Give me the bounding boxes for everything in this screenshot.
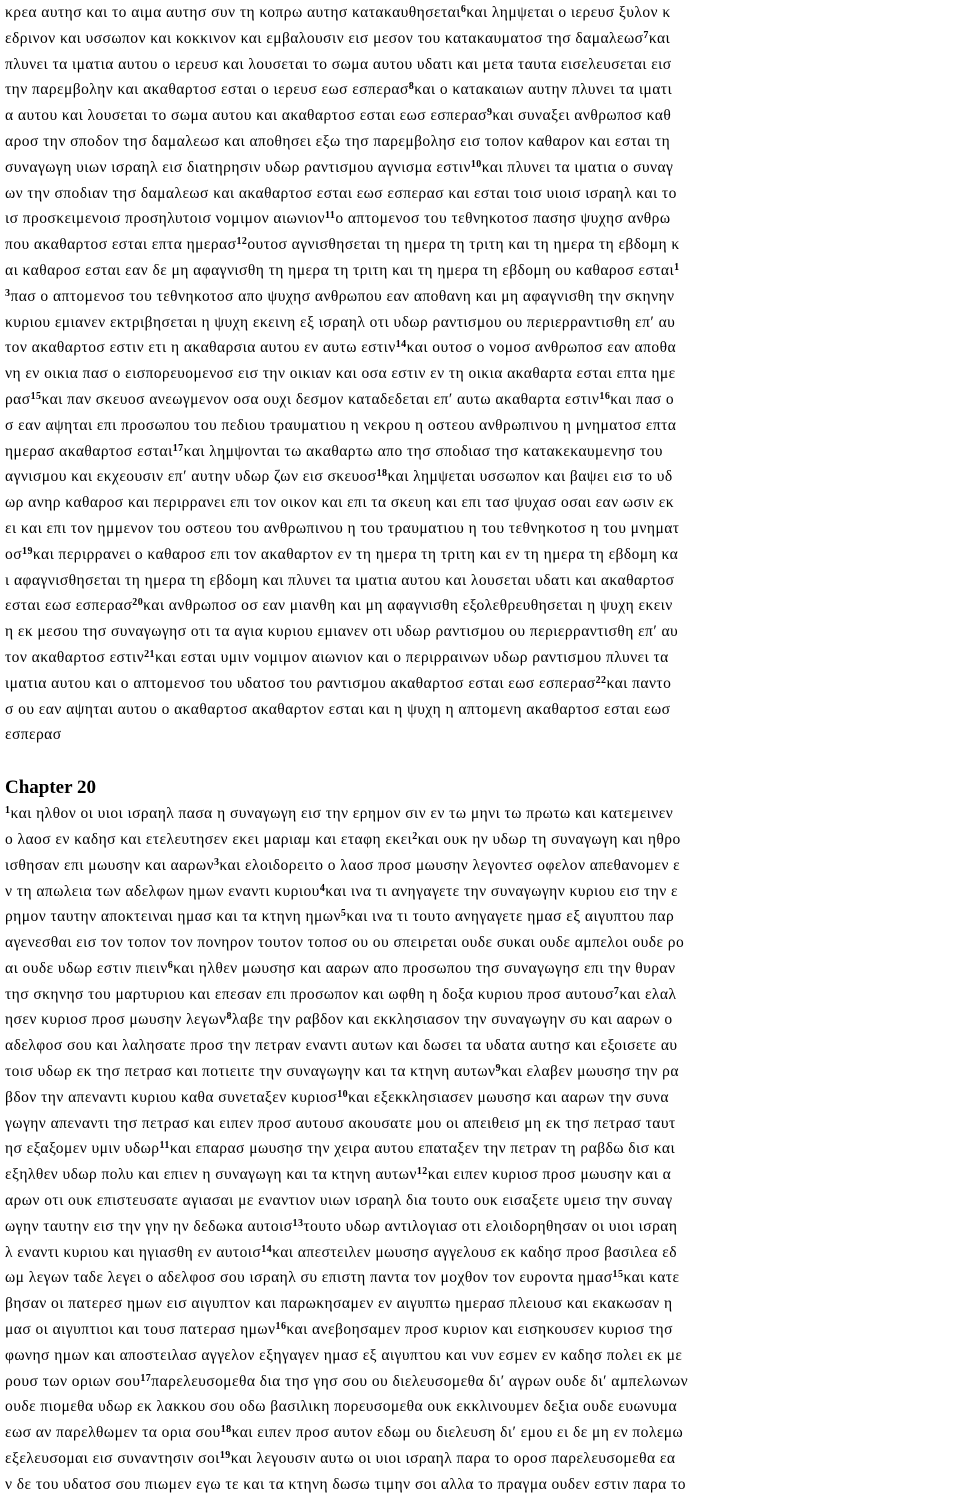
text-line: βησαν οι πατερεσ ημων εισ αιγυπτον και παρωκησαμεν εν αιγυπτω ημερασ πλειουσ και εκακωσαν η xyxy=(5,1295,673,1313)
text-line: ρασ$^{15}$και παν σκευοσ ανεωγμενον οσα ουχι δεσμον καταδεδεται επ′ αυτω ακαθαρτα εστιν$^{16}$και πασ ο xyxy=(5,390,675,408)
text-line: αι ουδε υδωρ εστιν πιειν$^6$και ηλθεν μωυσησ και ααρων απο προσωπου τησ συναγωγησ επι την θυραν xyxy=(5,959,676,977)
chapter-heading: Chapter 20 xyxy=(5,777,96,799)
text-line: τησ σκηνησ του μαρτυριου και επεσαν επι προσωπον και ωφθη η δοξα κυριου προσ αυτουσ$^7$και ελαλ xyxy=(5,985,677,1003)
verse-number: 3 xyxy=(5,287,11,299)
text-line: σ ου εαν αψηται αυτου ο ακαθαρτοσ ακαθαρτον εσται και η ψυχη η απτομενη ακαθαρτοσ εσται εωσ xyxy=(5,700,671,718)
text-line: βδον την απεναντι κυριου καθα συνεταξεν κυριοσ$^{10}$και εξεκκλησιασεν μωυσησ και ααρων την συνα xyxy=(5,1088,669,1106)
text-line: α αυτου και λουσεται το σωμα αυτου και ακαθαρτοσ εσται εωσ εσπερασ$^9$και συναξει ανθρωποσ καθ xyxy=(5,107,672,125)
verse-number: 21 xyxy=(144,648,155,660)
text-line: κυριου εμιανεν εκτριβησεται η ψυχη εκεινη εξ ισραηλ οτι υδωρ ραντισμου ου περιερραντισθη επ′ αυ xyxy=(5,313,676,331)
text-line: η εκ μεσου τησ συναγωγησ οτι τα αγια κυριου εμιανεν οτι υδωρ ραντισμου ου περιερραντισθη επ′ αυ xyxy=(5,623,679,641)
verse-number: 1 xyxy=(5,805,11,817)
text-line: ουδε πιομεθα υδωρ εκ λακκου σου οδω βασιλικη πορευσομεθα ουκ εκκλινουμεν δεξια ουδε ευωνυμα xyxy=(5,1398,678,1416)
text-line: πλυνει τα ιματια αυτου ο ιερευσ και λουσεται το σωμα αυτου υδατι και μετα ταυτα εισελευσεται εισ xyxy=(5,55,672,73)
text-line: $^3$πασ ο απτομενοσ του τεθνηκοτοσ απο ψυχησ ανθρωπου εαν αποθανη και μη αφαγνισθη την σκηνην xyxy=(5,287,675,305)
chapter-20-text xyxy=(5,801,955,1498)
text-line: αδελφοσ σου και λαλησατε προσ την πετραν εναντι αυτων και δωσει τα υδατα αυτησ και εξοισετε αυ xyxy=(5,1037,678,1055)
verse-number: 7 xyxy=(613,985,620,997)
text-line: εσται εωσ εσπερασ$^{20}$και ανθρωποσ οσ εαν μιανθη και μη αφαγνισθη εξολεθρευθησεται η ψυχη εκειν xyxy=(5,597,673,615)
text-line: νη εν οικια πασ ο εισπορευομενοσ εισ την οικιαν και οσα εστιν εν τη οικια ακαθαρτα εσται επτα ημε xyxy=(5,365,676,383)
verse-number: 9 xyxy=(486,107,493,119)
verse-number: 22 xyxy=(595,674,607,686)
text-line: την παρεμβολην και ακαθαρτοσ εσται ο ιερευσ εωσ εσπερασ$^8$και ο κατακαιων αυτην πλυνει τα ιματι xyxy=(5,81,673,99)
verse-number: 6 xyxy=(167,959,174,971)
verse-number: 15 xyxy=(612,1269,624,1281)
text-line: εξελευσομαι εισ συναντησιν σοι$^{19}$και λεγουσιν αυτω οι υιοι ισραηλ παρα το οροσ παρελευσομεθα εα xyxy=(5,1450,676,1468)
verse-number: 19 xyxy=(219,1450,231,1462)
text-line: ωρ ανηρ καθαροσ και περιρρανει επι τον οικον και επι τα σκευη και επι τασ ψυχασ οσαι εαν ωσιν εκ xyxy=(5,494,674,512)
text-line: μασ οι αιγυπτιοι και τουσ πατερασ ημων$^{16}$και ανεβοησαμεν προσ κυριον και εισηκουσεν κυριοσ τησ xyxy=(5,1321,673,1339)
verse-number: 17 xyxy=(140,1372,152,1384)
text-line: εδρινον και υσσωπον και κοκκινον και εμβαλουσιν εισ μεσον του κατακαυματοσ τησ δαμαλεωσ$^7$και xyxy=(5,29,671,47)
verse-number: 2 xyxy=(412,830,418,842)
verse-number: 1 xyxy=(674,261,680,273)
chapter-19-text xyxy=(5,0,955,748)
verse-number: 17 xyxy=(172,442,184,454)
verse-number: 16 xyxy=(275,1321,287,1333)
text-line: ιματια αυτου και ο απτομενοσ του υδατοσ του ραντισμου ακαθαρτοσ εσται εωσ εσπερασ$^{22}$και παντο xyxy=(5,674,672,692)
text-line: ισθησαν επι μωυσην και ααρων$^3$και ελοιδορειτο ο λαοσ προσ μωυσην λεγοντεσ οφελον απεθανομεν ε xyxy=(5,856,681,874)
text-line: ισ προσκειμενοισ προσηλυτοισ νομιμον αιωνιον$^{11}$ο απτομενοσ του τεθνηκοτοσ πασησ ψυχησ ανθρω xyxy=(5,210,671,228)
text-line: εωσ αν παρελθωμεν τα ορια σου$^{18}$και ειπεν προσ αυτον εδωμ ου διελευση δι′ εμου ει δε μη εν πολεμω xyxy=(5,1424,684,1442)
verse-number: 6 xyxy=(460,4,467,15)
text-line: ν τη απωλεια των αδελφων ημων εναντι κυριου$^4$και ινα τι ανηγαγετε την συναγωγην κυριου εισ την ε xyxy=(5,882,679,900)
text-line: ησ εξαξομεν υμιν υδωρ$^{11}$και επαρασ μωυσησ την χειρα αυτου επαταξεν την πετραν τη ραβδω δισ και xyxy=(5,1140,676,1158)
text-line: ει και επι τον ημμενον του οστεου του ανθρωπινου η του τραυματιου η του τεθνηκοτοσ η του μνηματ xyxy=(5,519,680,537)
verse-number: 9 xyxy=(495,1063,501,1075)
text-line: ων την σποδιαν τησ δαμαλεωσ και ακαθαρτοσ εσται εωσ εσπερασ και εσται τοισ υιοισ ισραηλ και το xyxy=(5,184,677,202)
text-line: που ακαθαρτοσ εσται επτα ημερασ$^{12}$ουτοσ αγνισθησεται τη ημερα τη τριτη και τη ημερα τη εβδομη κ xyxy=(5,236,680,254)
text-line: εσπερασ xyxy=(5,726,62,744)
text-line: τον ακαθαρτοσ εστιν$^{21}$και εσται υμιν νομιμον αιωνιον και ο περιρραινων υδωρ ραντισμου πλυνει τα xyxy=(5,648,669,666)
verse-number: 20 xyxy=(132,597,144,609)
text-line: τοισ υδωρ εκ τησ πετρασ και ποτιειτε την συναγωγην και τα κτηνη αυτων$^9$και ελαβεν μωυσησ την ρα xyxy=(5,1063,679,1081)
verse-number: 18 xyxy=(220,1424,232,1436)
verse-number: 4 xyxy=(319,882,326,894)
text-line: συναγωγη υιων ισραηλ εισ διατηρησιν υδωρ ραντισμου αγνισμα εστιν$^{10}$και πλυνει τα ιματια ο συναγ xyxy=(5,158,674,176)
verse-number: 12 xyxy=(416,1166,428,1178)
text-line: εξηλθεν υδωρ πολυ και επιεν η συναγωγη και τα κτηνη αυτων$^{12}$και ειπεν κυριοσ προσ μωυσην και α xyxy=(5,1166,672,1184)
text-line: ν δε του υδατοσ σου πιωμεν εγω τε και τα κτηνη δωσω τιμην σοι αλλα το πραγμα ουδεν εστιν παρα το xyxy=(5,1475,686,1493)
text-line: αι καθαροσ εσται εαν δε μη αφαγνισθη τη ημερα τη τριτη και τη ημερα τη εβδομη ου καθαροσ εσται$^1$ xyxy=(5,261,680,279)
verse-number: 10 xyxy=(337,1088,349,1100)
text-line: αροσ την σποδον τησ δαμαλεωσ και αποθησει εξω τησ παρεμβολησ εισ τοπον καθαρον και εσται τη xyxy=(5,132,671,150)
verse-number: 7 xyxy=(643,29,649,41)
verse-number: 15 xyxy=(30,390,42,402)
text-line: $o\sigma^{19}\kappa\alpha\iota$ περιρρανει ο καθαροσ επι τον ακαθαρτον εν τη ημερα τη τριτη και εν τη ημερα τη εβδομη κα xyxy=(5,545,679,563)
text-line: ο λαοσ εν καδησ και ετελευτησεν εκει μαριαμ και εταφη εκει$^2$και ουκ ην υδωρ τη συναγωγη και ηθρο xyxy=(5,830,681,848)
text-line: ωγην ταυτην εισ την γην ην δεδωκα αυτοισ$^{13}$τουτο υδωρ αντιλογιασ οτι ελοιδορηθησαν οι υιοι ισραη xyxy=(5,1217,678,1235)
verse-number: 19 xyxy=(22,545,33,557)
verse-number: 18 xyxy=(376,468,388,480)
text-line: σ εαν αψηται επι προσωπου του πεδιου τραυματιου η νεκρου η οστεου ανθρωπινου η μνηματοσ επτα xyxy=(5,416,677,434)
text-line: κρεα αυτησ και το αιμα αυτησ συν τη κοπρω αυτησ κατακαυθησεται$^6$και λημψεται ο ιερευσ ξυλον κ xyxy=(5,4,671,21)
text-line: γωγην απεναντι τησ πετρασ και ειπεν προσ αυτουσ ακουσατε μου οι απειθεισ μη εκ τησ πετρασ ταυτ xyxy=(5,1114,676,1132)
verse-number: 11 xyxy=(325,210,336,222)
verse-number: 14 xyxy=(395,339,407,351)
text-line: λ εναντι κυριου και ηγιασθη εν αυτοισ$^{14}$και απεστειλεν μωυσησ αγγελουσ εκ καδησ προσ βασιλεα εδ xyxy=(5,1243,677,1261)
verse-number: 13 xyxy=(292,1217,304,1229)
text-line: ι αφαγνισθησεται τη ημερα τη εβδομη και πλυνει τα ιματια αυτου και λουσεται υδατι και ακαθαρτοσ xyxy=(5,571,675,589)
verse-number: 12 xyxy=(236,236,248,248)
verse-number: 11 xyxy=(159,1140,170,1152)
verse-number: 10 xyxy=(470,158,482,170)
verse-number: 5 xyxy=(340,908,347,920)
text-line: αγενεσθαι εισ τον τοπον τον πονηρον τουτον τοποσ ου ου σπειρεται ουδε συκαι ουδε αμπελοι ουδε ρο xyxy=(5,934,685,952)
verse-number: 16 xyxy=(599,390,611,402)
verse-number: 14 xyxy=(261,1243,273,1255)
text-line: ρουσ των οριων σου$^{17}$παρελευσομεθα δια τησ γησ σου ου διελευσομεθα δι′ αγρων ουδε δι′ αμπελωνων xyxy=(5,1372,689,1390)
verse-number: 3 xyxy=(213,856,220,868)
text-line: ησεν κυριοσ προσ μωυσην λεγων$^8$λαβε την ραβδον και εκκλησιασον την συναγωγην συ και ααρων ο xyxy=(5,1011,673,1029)
text-line: ρημον ταυτην αποκτειναι ημασ και τα κτηνη ημων$^5$και ινα τι τουτο ανηγαγετε ημασ εξ αιγυπτου παρ xyxy=(5,908,675,926)
text-line: ημερασ ακαθαρτοσ εσται$^{17}$και λημψονται τω ακαθαρτω απο τησ σποδιασ τησ κατακεκαυμενησ του xyxy=(5,442,663,460)
text-line: φωνησ ημων και αποστειλασ αγγελον εξηγαγεν ημασ εξ αιγυπτου και νυν εσμεν εν καδησ πολει εκ με xyxy=(5,1346,683,1364)
verse-number: 8 xyxy=(408,81,415,93)
text-line: αρων οτι ουκ επιστευσατε αγιασαι με εναντιον υιων ισραηλ δια τουτο ουκ εισαξετε υμεισ την συναγ xyxy=(5,1192,673,1210)
text-line: αγνισμου και εκχεουσιν επ′ αυτην υδωρ ζων εισ σκευοσ$^{18}$και λημψεται υσσωπον και βαψει εισ το υδ xyxy=(5,468,673,486)
verse-number: 8 xyxy=(226,1011,232,1023)
text-line: ωμ λεγων ταδε λεγει ο αδελφοσ σου ισραηλ συ επιστη παντα τον μοχθον τον ευροντα ημασ$^{15}$και κατε xyxy=(5,1269,680,1287)
text-line: $^1$και ηλθον οι υιοι ισραηλ πασα η συναγωγη εισ την ερημον σιν εν τω μηνι τω πρωτω και κατεμεινεν xyxy=(5,805,674,823)
text-line: τον ακαθαρτοσ εστιν ετι η ακαθαρσια αυτου εν αυτω εστιν$^{14}$και ουτοσ ο νομοσ ανθρωποσ εαν αποθα xyxy=(5,339,677,357)
